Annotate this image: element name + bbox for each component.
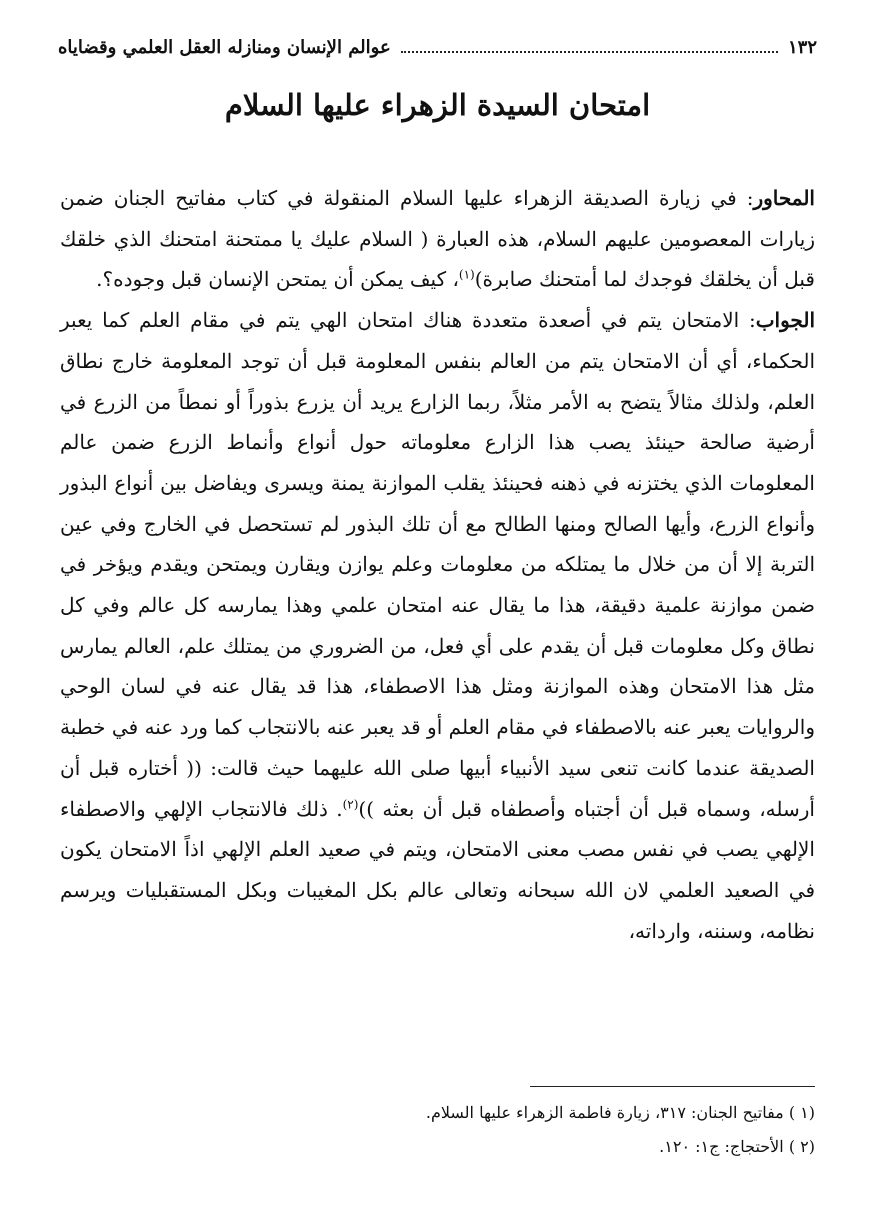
- answer-text-2: . ذلك فالانتجاب الإلهي والاصطفاء الإلهي يصب في نفس مصب معنى الامتحان، ويتم في صعيد العلم الإلهي اذاً الامتحان يكون في الصعيد العلمي لان الله سبحانه وتعالى عالم بكل المغيبات وبكل المستقبليات ويرسم نظامه، وسننه، وارداته،: [60, 796, 815, 943]
- question-text-1: : في زيارة الصديقة الزهراء عليها السلام المنقولة في كتاب مفاتيح الجنان ضمن زيارات المعصومين عليهم السلام، هذه العبارة ( السلام عليك يا ممتحنة امتحنك الذي خلقك قبل أن يخلقك فوجدك لما أمتحنك صابرة): [60, 186, 815, 292]
- answer-text-1: : الامتحان يتم في أصعدة متعددة هناك امتحان الهي يتم في مقام العلم كما يعبر الحكماء، أي أن الامتحان يتم من العالم بنفس المعلومة قبل أن توجد المعلومة خارج نطاق العلم، ولذلك مثالاً يتضح به الأمر مثلاً، ربما الزارع يريد أن يزرع بذوراً أو نمطاً من الزرع في أرضية صالحة حينئذ يصب هذا الزارع معلوماته حول أنواع وأنماط الزرع ضمن عالم المعلومات الذي يختزنه في ذهنه فحينئذ يقلب الموازنة يمنة ويسرى ويفاضل بين أنواع البذور وأنواع الزرع، وأيها الصالح ومنها الطالح مع أن تلك البذور لم تستحصل في الخارج وفي عين التربة إلا أن من خلال ما يمتلكه من معلومات وعلم يوازن ويقارن ويمتحن ويقدم ويؤخر في ضمن موازنة علمية دقيقة، هذا ما يقال عنه امتحان علمي وهذا يمارسه كل عالم وفي كل نطاق وكل معلومات قبل أن يقدم على أي فعل، من الضروري من يمتلك علم، العالم يمارس مثل هذا الامتحان وهذه الموازنة ومثل هذا الاصطفاء، هذا قد يقال عنه في لسان الوحي والروايات يعبر عنه بالاصطفاء في مقام العلم أو قد يعبر عنه بالانتجاب كما ورد عنه في خطبة الصديقة عندما كانت تنعى سيد الأنبياء أبيها صلى الله عليهما حيث قالت: (( أختاره قبل أن أرسله، وسماه قبل أن أجتباه وأصطفاه قبل أن بعثه )): [60, 308, 815, 821]
- question-paragraph: [60, 178, 815, 300]
- answer-paragraph: [60, 300, 815, 951]
- footnote-ref-1: (١): [458, 267, 475, 282]
- footnotes: [60, 1096, 815, 1164]
- footnote-separator: [530, 1086, 815, 1087]
- footnote-1: (١ ) مفاتيح الجنان: ٣١٧، زيارة فاطمة الزهراء عليها السلام.: [425, 1103, 815, 1122]
- section-title: امتحان السيدة الزهراء عليها السلام: [224, 88, 651, 122]
- running-header: [58, 34, 817, 60]
- question-text-2: ، كيف يمكن أن يمتحن الإنسان قبل وجوده؟.: [96, 267, 459, 292]
- running-title: عوالم الإنسان ومنازله العقل العلمي وقضاياه: [58, 36, 391, 58]
- question-label: المحاور: [753, 186, 815, 210]
- page-number: ١٣٢: [787, 36, 817, 58]
- footnote-2: (٢ ) الأحتجاج: ج١: ١٢٠.: [659, 1137, 815, 1156]
- footnote-ref-2: (٢): [342, 796, 359, 811]
- answer-label: الجواب: [755, 308, 815, 333]
- header-dot-leader: [401, 41, 778, 53]
- main-text: [60, 178, 815, 951]
